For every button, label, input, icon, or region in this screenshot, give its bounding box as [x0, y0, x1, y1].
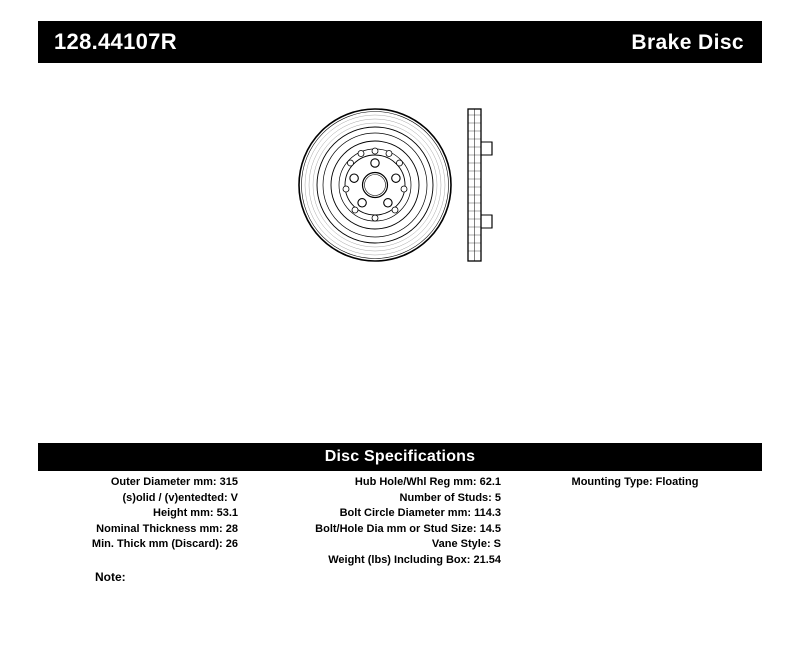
brake-disc-edge-view — [468, 109, 492, 261]
spec-item: (s)olid / (v)entedted: V — [122, 491, 238, 504]
spec-item: Bolt Circle Diameter mm: 114.3 — [339, 507, 501, 519]
header-bar — [38, 21, 762, 63]
specs-right-column — [508, 475, 762, 491]
spec-item: Weight (lbs) Including Box: 21.54 — [328, 553, 501, 566]
spec-item: Height mm: 53.1 — [153, 507, 238, 519]
specs-title-bar — [38, 443, 762, 471]
note-label: Note: — [95, 570, 126, 584]
spec-item: Min. Thick mm (Discard): 26 — [91, 538, 238, 550]
spec-item: Mounting Type: Floating — [571, 476, 699, 488]
note-row — [95, 570, 126, 584]
part-number: 128.44107R — [54, 29, 177, 54]
stud-hole-group — [350, 159, 400, 207]
page-title: Brake Disc — [631, 30, 744, 54]
specs-title: Disc Specifications — [324, 448, 476, 465]
friction-surface-shading — [305, 115, 445, 255]
spec-item: Vane Style: S — [431, 538, 501, 550]
spec-item: Outer Diameter mm: 315 — [110, 476, 238, 488]
specs-left-column — [38, 475, 238, 553]
spec-item: Hub Hole/Whl Reg mm: 62.1 — [354, 476, 501, 488]
specs-columns — [38, 475, 762, 575]
product-drawing — [270, 85, 540, 285]
brake-disc-face-view — [299, 109, 451, 261]
spec-item: Number of Studs: 5 — [399, 491, 501, 504]
spec-item: Bolt/Hole Dia mm or Stud Size: 14.5 — [315, 522, 501, 535]
spec-item: Nominal Thickness mm: 28 — [96, 522, 238, 535]
specs-middle-column — [248, 475, 501, 568]
brake-disc-drawing-svg — [270, 85, 540, 285]
